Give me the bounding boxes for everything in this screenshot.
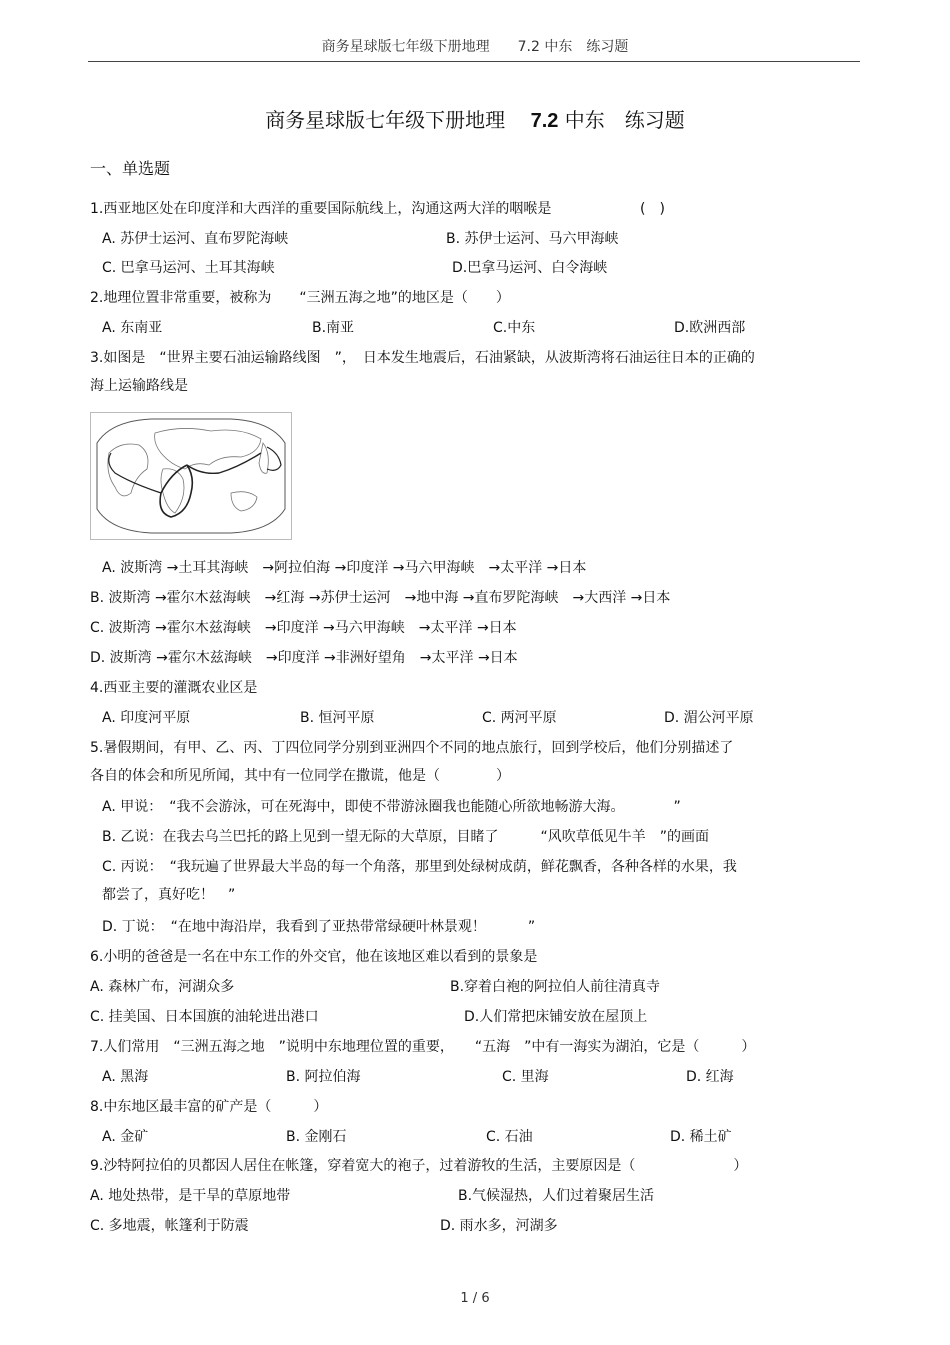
- q1-answer-paren: ( ): [640, 201, 665, 217]
- q2-option-d: D.欧洲西部: [674, 320, 746, 336]
- q7-stem: 7.人们常用 “三洲五海之地 ”说明中东地理位置的重要， “五海 ”中有一海实为湖泊，它是（ ）: [90, 1039, 756, 1055]
- q3-option-c: C. 波斯湾 →霍尔木兹海峡 →印度洋 →马六甲海峡 →太平洋 →日本: [90, 620, 517, 636]
- q3-option-a: A. 波斯湾 →土耳其海峡 →阿拉伯海 →印度洋 →马六甲海峡 →太平洋 →日本: [102, 560, 587, 576]
- q5-stem-line1: 5.暑假期间，有甲、乙、丙、丁四位同学分别到亚洲四个不同的地点旅行，回到学校后，他们分别描述了: [90, 740, 734, 756]
- q8-option-d: D. 稀土矿: [670, 1129, 732, 1145]
- q5-option-d: D. 丁说： “在地中海沿岸，我看到了亚热带常绿硬叶林景观！ ”: [102, 919, 536, 935]
- page-title: [0, 104, 950, 133]
- q7-option-b: B. 阿拉伯海: [286, 1069, 361, 1085]
- q4-option-b: B. 恒河平原: [300, 710, 375, 726]
- title-part2: 7.2: [530, 110, 559, 132]
- q4-option-d: D. 湄公河平原: [664, 710, 754, 726]
- q2-option-a: A. 东南亚: [102, 320, 163, 336]
- q1-option-b: B. 苏伊士运河、马六甲海峡: [446, 231, 619, 247]
- running-header: 商务星球版七年级下册地理 7.2 中东 练习题: [321, 39, 629, 55]
- q2-option-c: C.中东: [493, 320, 536, 336]
- section-heading: 一、单选题: [90, 159, 171, 178]
- q8-option-c: C. 石油: [486, 1129, 533, 1145]
- q3-option-d: D. 波斯湾 →霍尔木兹海峡 →印度洋 →非洲好望角 →太平洋 →日本: [90, 650, 518, 666]
- q4-option-c: C. 两河平原: [482, 710, 557, 726]
- q7-option-d: D. 红海: [686, 1069, 734, 1085]
- q5-option-b: B. 乙说：在我去乌兰巴托的路上见到一望无际的大草原，目睹了 “风吹草低见牛羊 ”的画面: [102, 829, 710, 845]
- q7-option-c: C. 里海: [502, 1069, 549, 1085]
- q5-stem-line2: 各自的体会和所见所闻，其中有一位同学在撒谎，他是（ ）: [90, 768, 510, 784]
- q4-option-a: A. 印度河平原: [102, 710, 191, 726]
- q5-option-c-line2: 都尝了，真好吃！ ”: [102, 887, 236, 903]
- world-map-figure: [91, 413, 291, 539]
- q3-stem-line1: 3.如图是 “世界主要石油运输路线图 ”， 日本发生地震后，石油紧缺，从波斯湾将石油运往日本的正确的: [90, 350, 755, 366]
- q3-option-b: B. 波斯湾 →霍尔木兹海峡 →红海 →苏伊士运河 →地中海 →直布罗陀海峡 →大西洋 →日本: [90, 590, 671, 606]
- q5-option-a: A. 甲说： “我不会游泳，可在死海中，即使不带游泳圈我也能随心所欲地畅游大海。 ”: [102, 799, 681, 815]
- q2-stem: 2.地理位置非常重要，被称为 “三洲五海之地”的地区是（ ）: [90, 290, 510, 306]
- q6-option-a: A. 森林广布，河湖众多: [90, 979, 235, 995]
- q8-option-b: B. 金刚石: [286, 1129, 347, 1145]
- q3-stem-line2: 海上运输路线是: [90, 378, 188, 394]
- q1-option-c: C. 巴拿马运河、土耳其海峡: [102, 260, 275, 276]
- q8-stem: 8.中东地区最丰富的矿产是（ ）: [90, 1099, 328, 1115]
- q6-option-d: D.人们常把床铺安放在屋顶上: [464, 1009, 648, 1025]
- q2-option-b: B.南亚: [312, 320, 355, 336]
- q9-option-b: B.气候湿热，人们过着聚居生活: [458, 1188, 655, 1204]
- q9-option-a: A. 地处热带，是干旱的草原地带: [90, 1188, 291, 1204]
- q1-stem: 1.西亚地区处在印度洋和大西洋的重要国际航线上，沟通这两大洋的咽喉是: [90, 201, 552, 217]
- oil-route-map: [90, 412, 292, 540]
- title-part1: 商务星球版七年级下册地理: [265, 108, 506, 132]
- page-number: 1 / 6: [460, 1291, 490, 1306]
- q9-option-d: D. 雨水多，河湖多: [440, 1218, 558, 1234]
- q1-option-a: A. 苏伊士运河、直布罗陀海峡: [102, 231, 289, 247]
- q6-stem: 6.小明的爸爸是一名在中东工作的外交官，他在该地区难以看到的景象是: [90, 949, 538, 965]
- q9-stem: 9.沙特阿拉伯的贝都因人居住在帐篷，穿着宽大的袍子，过着游牧的生活，主要原因是（ ）: [90, 1158, 748, 1174]
- q6-option-c: C. 挂美国、日本国旗的油轮进出港口: [90, 1009, 319, 1025]
- q9-option-c: C. 多地震，帐篷利于防震: [90, 1218, 249, 1234]
- q8-option-a: A. 金矿: [102, 1129, 149, 1145]
- q5-option-c-line1: C. 丙说： “我玩遍了世界最大半岛的每一个角落，那里到处绿树成荫，鲜花飘香，各种各样的水果，我: [102, 859, 737, 875]
- q1-option-d: D.巴拿马运河、白令海峡: [452, 260, 608, 276]
- title-part3: 中东 练习题: [564, 108, 685, 132]
- q6-option-b: B.穿着白袍的阿拉伯人前往清真寺: [450, 979, 661, 995]
- header-rule: [88, 61, 860, 62]
- q7-option-a: A. 黑海: [102, 1069, 149, 1085]
- q4-stem: 4.西亚主要的灌溉农业区是: [90, 680, 258, 696]
